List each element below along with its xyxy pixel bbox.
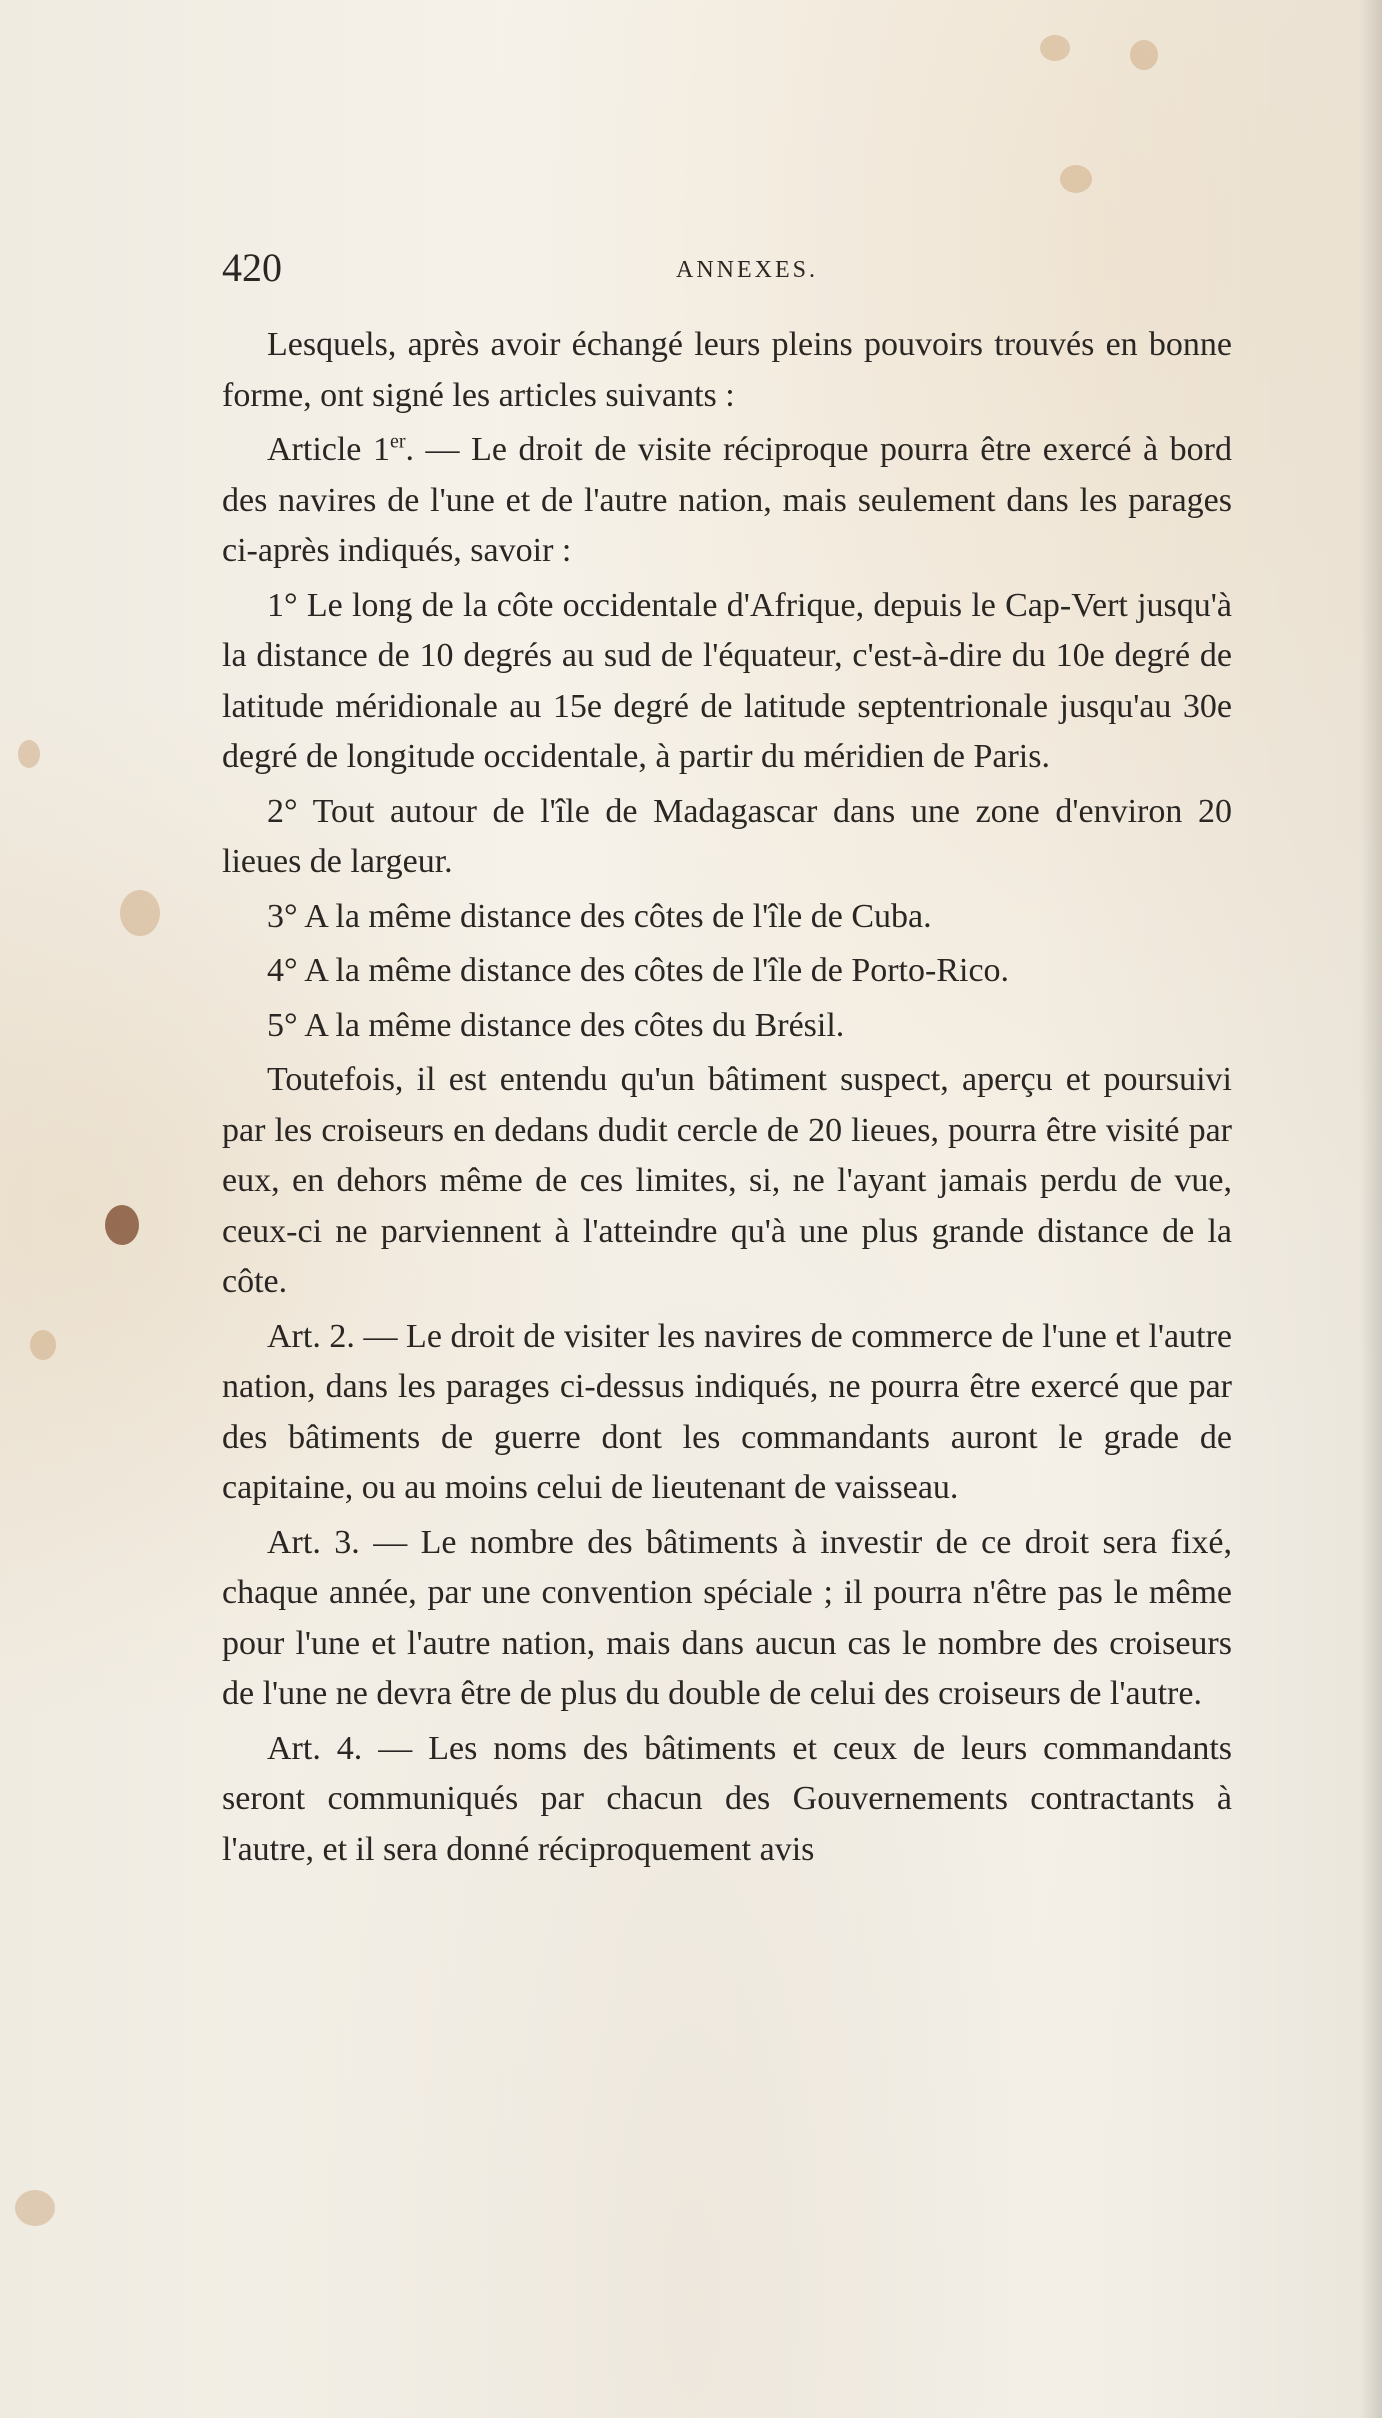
running-head: ANNEXES.	[676, 257, 818, 283]
paragraph-article-3: Art. 3. — Le nombre des bâtiments à investir de ce droit sera fixé, chaque année, par une convention spéciale ; il pourra n'être pas le même pour l'une et l'autre nation, mais dans aucun cas le nombre des croiseurs de l'une ne devra être de plus du double de celui des croiseurs de l'autre.	[222, 1523, 1232, 1712]
foxing-spot	[18, 740, 40, 768]
foxing-spot	[120, 890, 160, 936]
foxing-spot	[1130, 40, 1158, 70]
page-header	[222, 243, 1232, 293]
body-text	[222, 320, 1232, 1879]
paragraph-article-4: Art. 4. — Les noms des bâtiments et ceux de leurs commandants seront communiqués par chacun des Gouvernements contractants à l'autre, et il sera donné réciproquement avis	[222, 1729, 1232, 1868]
paragraph: 1° Le long de la côte occidentale d'Afrique, depuis le Cap-Vert jusqu'à la distance de 10 degrés au sud de l'équateur, c'est-à-dire du 10e degré de latitude méridionale au 15e degré de latitude septentrionale jusqu'au 30e degré de longitude occidentale, à partir du méridien de Paris.	[222, 586, 1232, 775]
paragraph-article-1: Article 1er. — Le droit de visite réciproque pourra être exercé à bord des navires de l'une et de l'autre nation, mais seulement dans les parages ci-après indiqués, savoir :	[222, 430, 1232, 569]
page-edge-shadow	[1360, 0, 1382, 2418]
foxing-spot	[30, 1330, 56, 1360]
foxing-spot	[1040, 35, 1070, 61]
paragraph-article-2: Art. 2. — Le droit de visiter les navires de commerce de l'une et l'autre nation, dans les parages ci-dessus indiqués, ne pourra être exercé que par des bâtiments de guerre dont les commandants auront le grade de capitaine, ou au moins celui de lieutenant de vaisseau.	[222, 1317, 1232, 1506]
paragraph: 2° Tout autour de l'île de Madagascar dans une zone d'environ 20 lieues de largeur.	[222, 792, 1232, 880]
paragraph: 3° A la même distance des côtes de l'île de Cuba.	[267, 897, 932, 935]
foxing-spot	[1060, 165, 1092, 193]
foxing-spot	[105, 1205, 139, 1245]
paragraph: Lesquels, après avoir échangé leurs pleins pouvoirs trouvés en bonne forme, ont signé les articles suivants :	[222, 326, 1232, 414]
paragraph: 5° A la même distance des côtes du Brésil.	[267, 1006, 845, 1044]
paragraph: Toutefois, il est entendu qu'un bâtiment suspect, aperçu et poursuivi par les croiseurs en dedans dudit cercle de 20 lieues, pourra être visité par eux, en dehors même de ces limites, si, ne l'ayant jamais perdu de vue, ceux-ci ne parviennent à l'atteindre qu'à une plus grande distance de la côte.	[222, 1061, 1232, 1300]
page-number: 420	[222, 245, 282, 290]
foxing-spot	[15, 2190, 55, 2226]
paragraph: 4° A la même distance des côtes de l'île de Porto-Rico.	[267, 952, 1010, 989]
